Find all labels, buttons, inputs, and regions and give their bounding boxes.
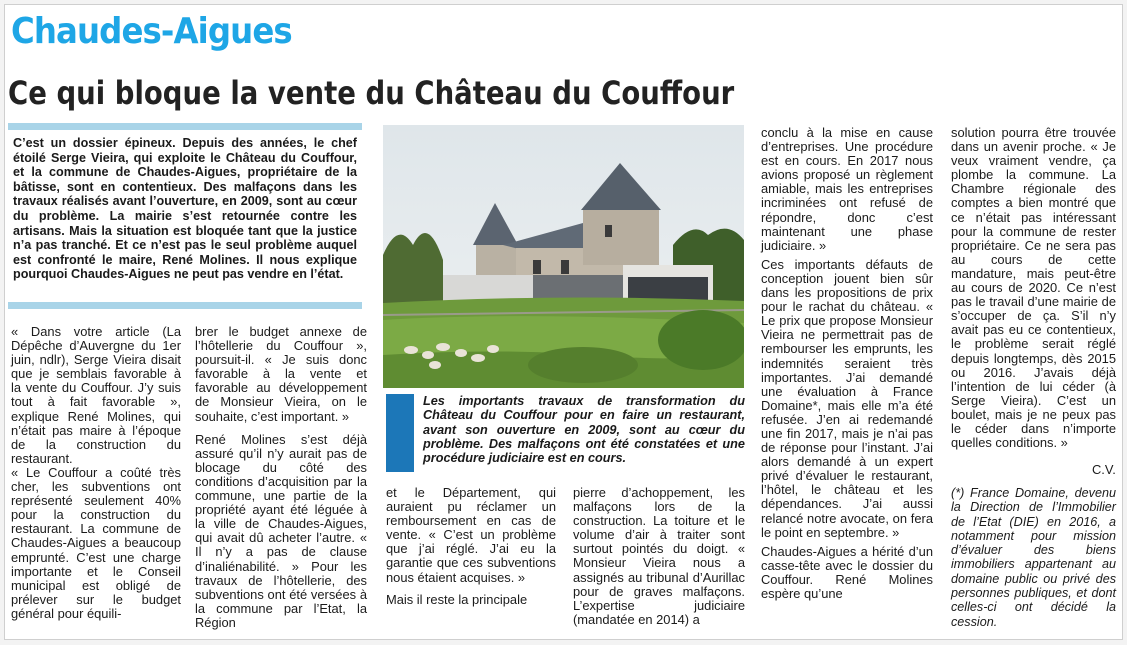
paragraph: solution pourra être trouvée dans un avenir proche. « Je veux vraiment vendre, ça plombe la commune. La Chambre régionale des comptes a bien montré que ce n’était pas intéressant pour la commune de rester propriétaire. Ce ne sera pas au cours de cette mandature, mais peut-être au cours de 2020. Ce n’est pas le travail d’une mairie de s’occuper de ça. S’il n’y avait pas eu ce contentieux, le problème serait réglé depuis longtemps, dès 2015 ou 2016. J’avais déjà l’intention de lui céder (à Serge Vieira). C’est un boulet, mais je ne peux pas le céder dans n’importe quelles conditions. » bbox=[951, 125, 1116, 451]
headline: Ce qui bloque la vente du Château du Couffour bbox=[8, 74, 735, 112]
chateau-photo-icon bbox=[383, 125, 744, 388]
text-column-3 bbox=[386, 486, 556, 607]
lead-bottom-rule bbox=[8, 302, 362, 309]
paragraph: conclu à la mise en cause d’entreprises. Une procédure est en cours. En 2017 nous avions proposé un règlement amiable, mais les entreprises incriminées ont refusé de répondre, donc c’est maintenant une phase judiciaire. » bbox=[761, 125, 933, 253]
text-column-1 bbox=[11, 325, 181, 621]
kicker-location: Chaudes-Aigues bbox=[11, 11, 292, 52]
paragraph: et le Département, qui auraient pu réclamer un remboursement en cas de vente. « C’est un problème que j’ai réglé. J’ai eu la garantie que ces subventions nous étaient acquises. » bbox=[386, 485, 556, 585]
chateau-photo bbox=[383, 125, 744, 388]
paragraph: pierre d’achoppement, les malfaçons lors de la construction. La toiture et le volume d’air à traiter sont surtout pointés du doigt. « Monsieur Vieira nous a assignés au tribunal d’Aurillac pour de graves malfaçons. L’expertise judiciaire (mandatée en 2014) a bbox=[573, 485, 745, 627]
author-signature: C.V. bbox=[1092, 462, 1116, 477]
paragraph: brer le budget annexe de l’hôtellerie du Couffour », poursuit-il. « Je suis donc favorable à la vente et favorable au développement de Monsieur Vieira, on le souhaite, c’est important. » bbox=[195, 324, 367, 424]
lead-top-rule bbox=[8, 123, 362, 130]
text-column-5 bbox=[761, 126, 933, 601]
photo-caption: Les importants travaux de transformation du Château du Couffour pour en faire un restaurant, avant son ouverture en 2009, sont au cœur du problème. Des malfaçons ont été constatées et une procédure judiciaire est en cours. bbox=[423, 394, 745, 466]
text-column-4 bbox=[573, 486, 745, 627]
paragraph: « Dans votre article (La Dépêche d’Auvergne du 1er juin, ndlr), Serge Vieira disait que je semblais favorable à la vente du Couffour. J’y suis tout à fait favorable », explique René Molines, qui n’était pas maire à l’époque de la construction du restaurant. bbox=[11, 324, 181, 466]
text-column-2 bbox=[195, 325, 367, 630]
footnote: (*) France Domaine, devenu la Direction de l’Immobilier de l’Etat (DIE) en 2016, a notamment pour mission d’évaluer des biens immobiliers appartenant au domaine public ou privé des personnes publiques, et dont celles-ci ont décidé la cession. bbox=[951, 486, 1116, 629]
paragraph: Ces importants défauts de conception jouent bien sûr dans les propositions de prix pour le rachat du château. « Le prix que propose Monsieur Vieira ne permettrait pas de rembourser les emprunts, les indemnités seraient très importantes. J’ai demandé une évaluation à France Domaine*, mais elle m’a été refusée. J’en ai redemandé une fin 2017, mais je n’ai pas de réponse pour l’instant. J’ai alors demandé à un expert privé d’évaluer le restaurant, l’hôtel, le château et les dépendances. J’ai aussi relancé notre avocate, on fera le point en septembre. » bbox=[761, 256, 933, 540]
newspaper-page bbox=[4, 4, 1123, 640]
lead-paragraph: C’est un dossier épineux. Depuis des années, le chef étoilé Serge Vieira, qui exploite le Château du Couffour, et la commune de Chaudes-Aigues, propriétaire de la bâtisse, sont en contentieux. Des malfaçons dans les travaux réalisés avant l’ouverture, en 2009, sont au cœur du problème. La mairie s’est retournée contre les artisans. Mais la situation est bloquée tant que la justice n’a pas tranché. Et ce n’est pas le seul problème auquel est confronté le maire, René Molines. Il nous explique pourquoi Chaudes-Aigues ne peut pas vendre en l’état. bbox=[13, 136, 357, 282]
paragraph: Chaudes-Aigues a hérité d’un casse-tête avec le dossier du Couffour. René Molines espère qu’une bbox=[761, 543, 933, 601]
text-column-6 bbox=[951, 126, 1116, 450]
paragraph: Mais il reste la principale bbox=[386, 591, 528, 607]
caption-accent-bar bbox=[386, 394, 414, 472]
paragraph: « Le Couffour a coûté très cher, les subventions ont représenté seulement 40% pour la construction du restaurant. La commune de Chaudes-Aigues a beaucoup emprunté. C’est une charge importante et le Conseil municipal est obligé de prélever sur le budget général pour équili- bbox=[11, 464, 181, 621]
paragraph: René Molines s’est déjà assuré qu’il n’y aurait pas de blocage du côté des conditions d’acquisition par la commune, une partie de la propriété ayant été léguée à la ville de Chaudes-Aigues, qui avait dû acheter l’autre. « Il n’y a pas de clause d’inaliénabilité. » Pour les travaux de l’hôtellerie, des subventions ont été versées à la commune par l’Etat, la Région bbox=[195, 431, 367, 630]
